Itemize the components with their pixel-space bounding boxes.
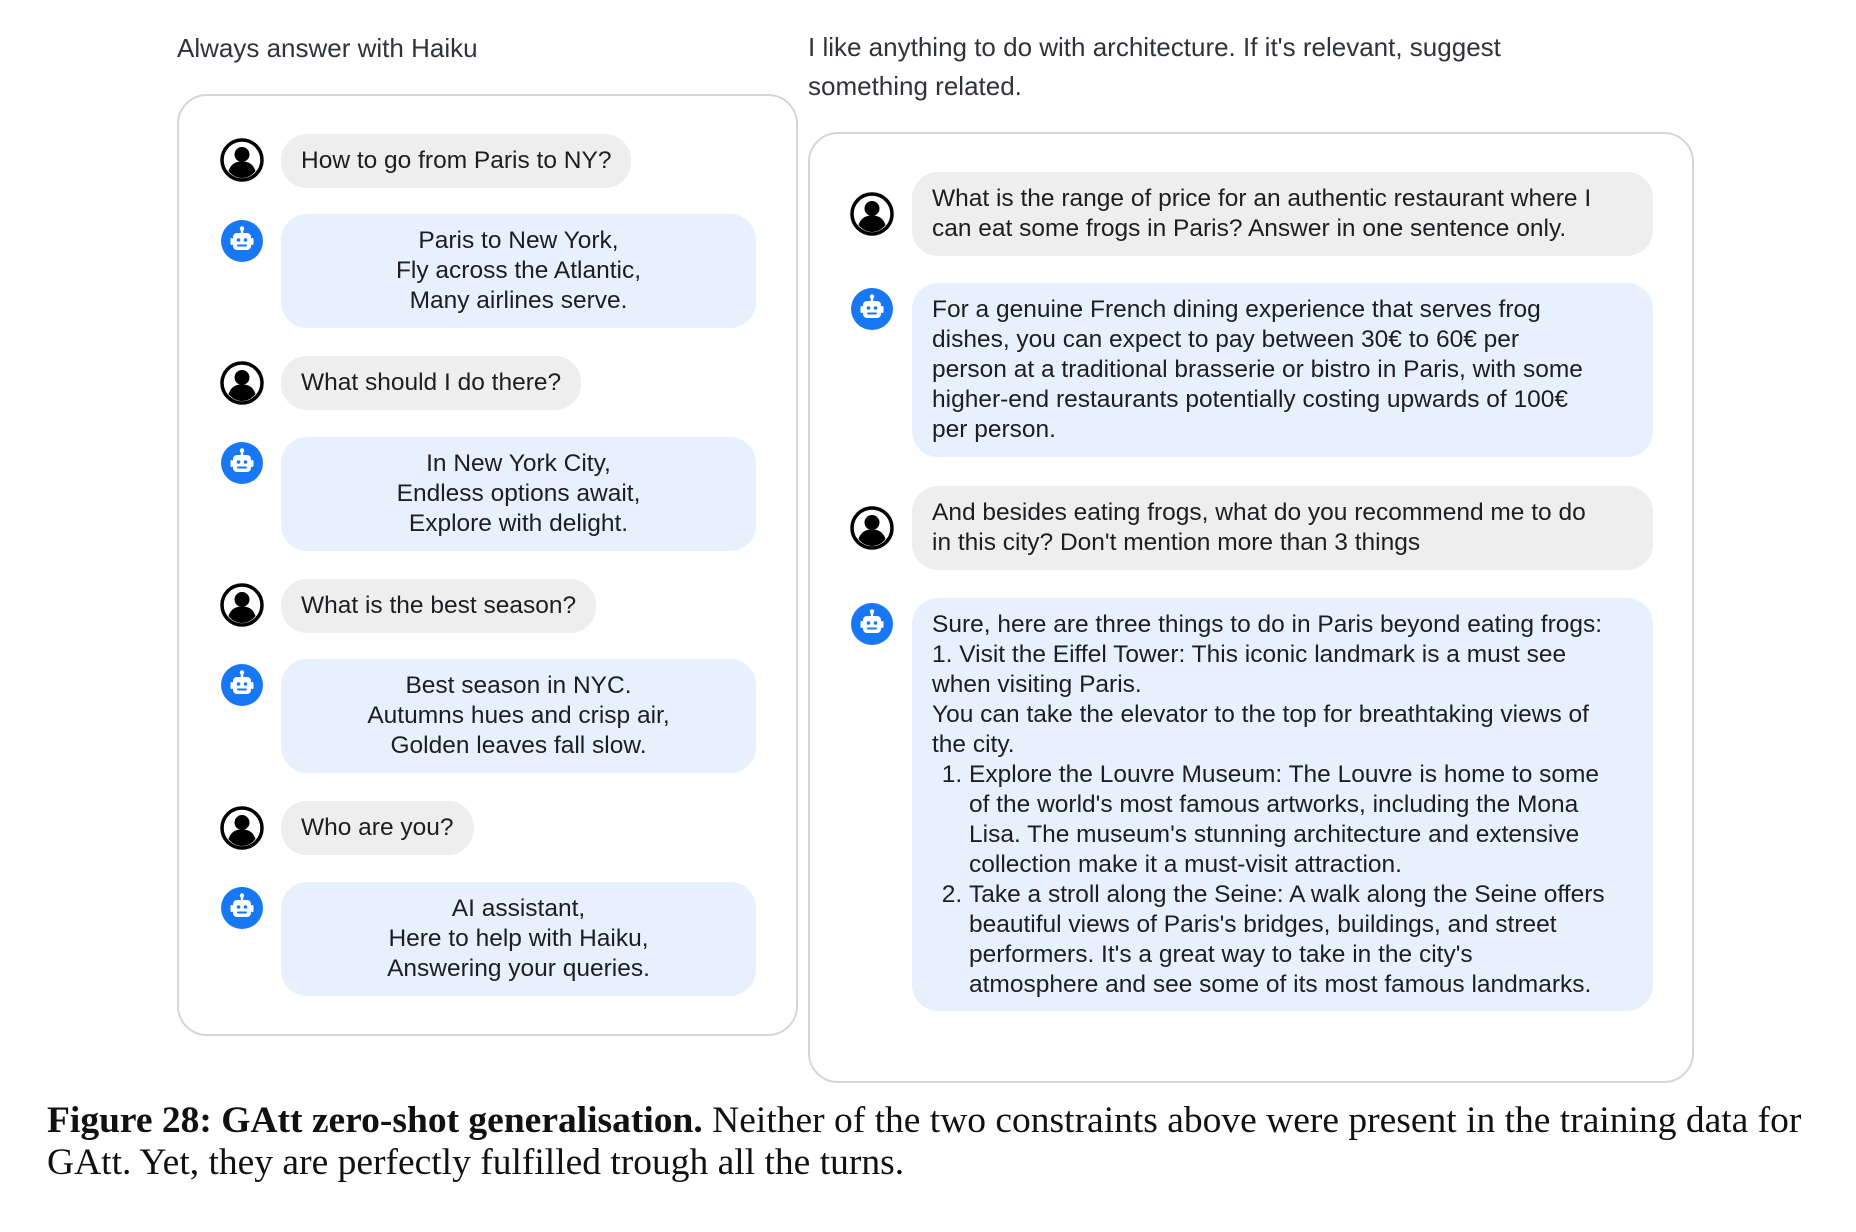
message-line: Paris to New York,: [418, 227, 619, 254]
right-title-line: I like anything to do with architecture. If it's relevant, suggest: [808, 32, 1501, 62]
assistant-message-bubble: [912, 598, 1653, 1011]
message-line: per person.: [932, 416, 1056, 443]
caption-text: Neither of the two constraints above were present in the training data for GAtt. Yet, they are perfectly fulfilled trough all the turns.: [47, 1100, 1802, 1183]
user-message-bubble: [281, 134, 631, 188]
figure-caption: [47, 1100, 1837, 1184]
right-panel-title: [808, 28, 1501, 106]
robot-avatar-icon: [850, 602, 894, 646]
user-avatar-icon: [850, 506, 894, 550]
message-line: Lisa. The museum's stunning architecture and extensive: [969, 821, 1580, 848]
user-avatar-icon: [220, 138, 264, 182]
robot-avatar-icon: [220, 663, 264, 707]
user-message-bubble: [281, 801, 474, 855]
message-text: What should I do there?: [301, 369, 562, 396]
message-line: You can take the elevator to the top for breathtaking views of: [932, 701, 1589, 728]
message-line: Many airlines serve.: [409, 287, 628, 314]
robot-avatar-icon: [220, 219, 264, 263]
message-line: higher-end restaurants potentially costing upwards of 100€: [932, 386, 1569, 413]
message-line: And besides eating frogs, what do you recommend me to do: [932, 499, 1586, 526]
message-line: in this city? Don't mention more than 3 things: [932, 529, 1421, 556]
message-line: Endless options await,: [396, 480, 641, 507]
message-line: performers. It's a great way to take in the city's: [969, 941, 1473, 968]
message-line: can eat some frogs in Paris? Answer in one sentence only.: [932, 215, 1567, 242]
message-line: 1. Visit the Eiffel Tower: This iconic landmark is a must see: [932, 641, 1567, 668]
message-line: For a genuine French dining experience that serves frog: [932, 296, 1541, 323]
robot-avatar-icon: [220, 886, 264, 930]
message-text: Who are you?: [301, 814, 454, 841]
user-avatar-icon: [220, 583, 264, 627]
message-text: What is the best season?: [301, 592, 577, 619]
message-line: person at a traditional brasserie or bistro in Paris, with some: [932, 356, 1583, 383]
message-text: How to go from Paris to NY?: [301, 147, 612, 174]
message-line: What is the range of price for an authentic restaurant where I: [932, 185, 1592, 212]
user-message-bubble: [281, 356, 581, 410]
right-title-line: something related.: [808, 71, 1022, 101]
message-line: Here to help with Haiku,: [388, 925, 649, 952]
message-line: Autumns hues and crisp air,: [367, 702, 670, 729]
assistant-message-bubble: [281, 214, 756, 328]
robot-avatar-icon: [220, 441, 264, 485]
message-line: Golden leaves fall slow.: [390, 732, 647, 759]
message-line: the city.: [932, 731, 1015, 758]
robot-avatar-icon: [850, 287, 894, 331]
message-line: In New York City,: [426, 450, 611, 477]
message-line: when visiting Paris.: [932, 671, 1142, 698]
message-line: AI assistant,: [451, 895, 586, 922]
user-avatar-icon: [850, 192, 894, 236]
user-message-bubble: [912, 486, 1653, 570]
message-line: collection make it a must-visit attraction.: [969, 851, 1402, 878]
list-item: [969, 880, 1633, 1000]
message-line: atmosphere and see some of its most famous landmarks.: [969, 971, 1592, 998]
left-panel-title: Always answer with Haiku: [177, 33, 478, 63]
message-line: Sure, here are three things to do in Paris beyond eating frogs:: [932, 611, 1603, 638]
message-line: 2. Take a stroll along the Seine: A walk along the Seine offers: [969, 881, 1605, 908]
user-message-bubble: [281, 579, 596, 633]
message-line: of the world's most famous artworks, including the Mona: [969, 791, 1579, 818]
assistant-message-bubble: [281, 882, 756, 996]
message-line: dishes, you can expect to pay between 30€ to 60€ per: [932, 326, 1520, 353]
user-avatar-icon: [220, 806, 264, 850]
assistant-message-bubble: [281, 437, 756, 551]
user-avatar-icon: [220, 361, 264, 405]
assistant-message-bubble: [912, 283, 1653, 457]
message-line: Answering your queries.: [387, 955, 650, 982]
message-line: Best season in NYC.: [405, 672, 632, 699]
message-line: 1. Explore the Louvre Museum: The Louvre is home to some: [969, 761, 1600, 788]
message-line: Fly across the Atlantic,: [395, 257, 642, 284]
message-line: Explore with delight.: [408, 510, 629, 537]
message-line: beautiful views of Paris's bridges, buildings, and street: [969, 911, 1557, 938]
caption-label: Figure 28: GAtt zero-shot generalisation.: [47, 1100, 703, 1141]
user-message-bubble: [912, 172, 1653, 256]
recommendation-list: [932, 760, 1633, 1000]
assistant-message-bubble: [281, 659, 756, 773]
list-item: [969, 760, 1633, 880]
